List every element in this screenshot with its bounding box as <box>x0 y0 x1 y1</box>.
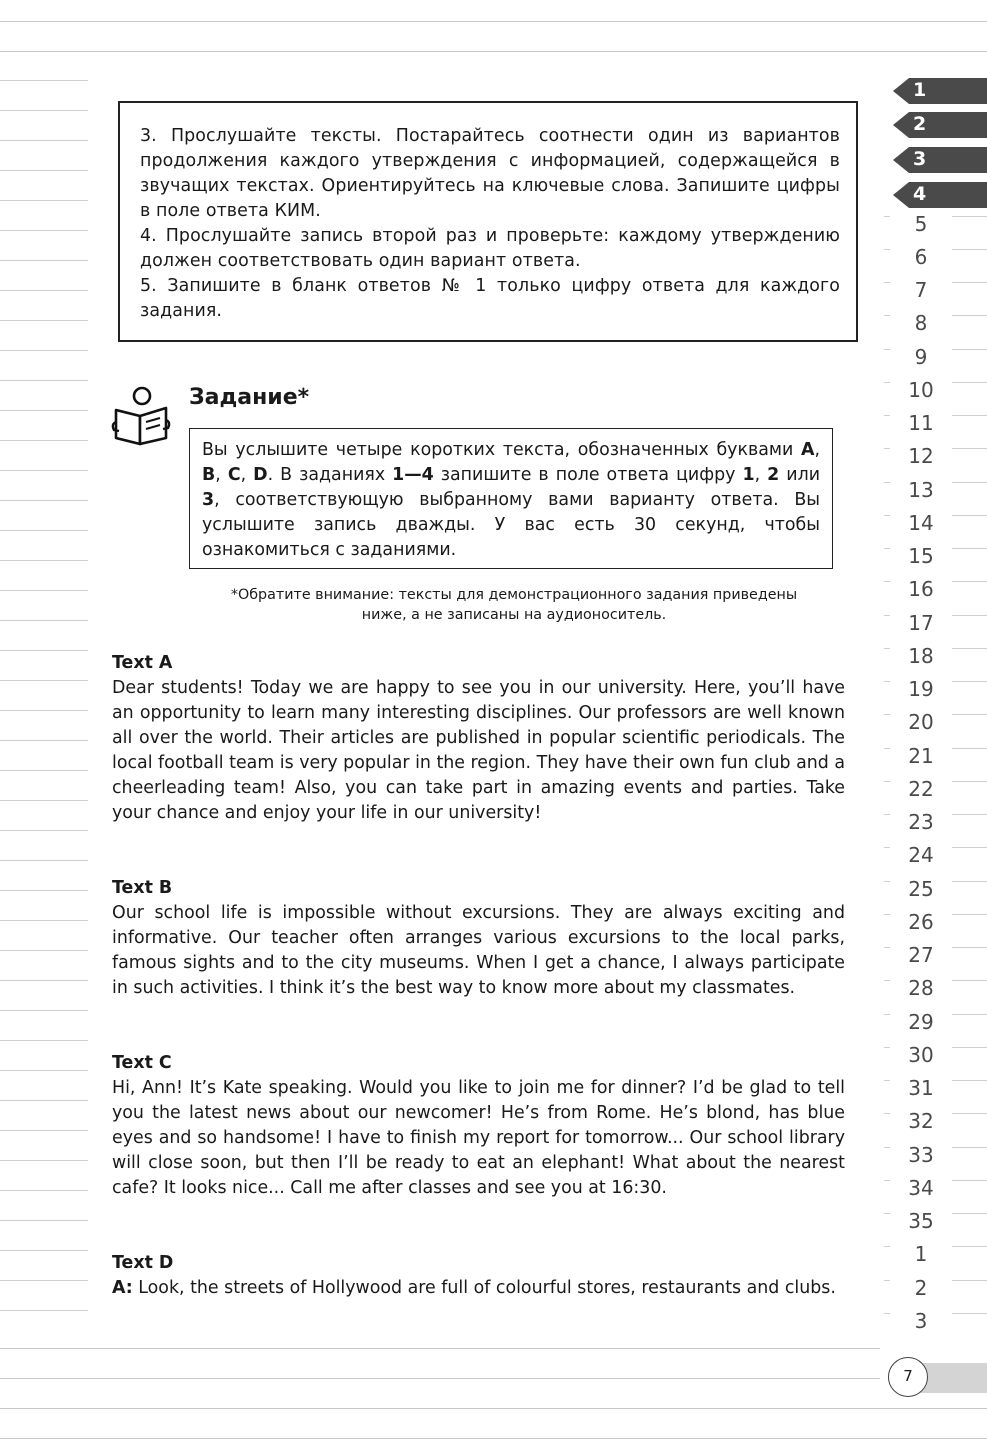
nav-number[interactable]: 25 <box>890 876 952 902</box>
nav-number[interactable]: 12 <box>890 443 952 469</box>
nav-tab[interactable]: 4 <box>893 182 987 208</box>
nav-tab[interactable]: 2 <box>893 112 987 138</box>
nav-number[interactable]: 22 <box>890 776 952 802</box>
text-b-title: Text B <box>112 878 173 898</box>
nav-number[interactable]: 19 <box>890 676 952 702</box>
page-number: 7 <box>888 1357 928 1397</box>
nav-number[interactable]: 11 <box>890 410 952 436</box>
bottom-rule <box>0 1408 987 1409</box>
nav-number[interactable]: 33 <box>890 1142 952 1168</box>
nav-number[interactable]: 13 <box>890 477 952 503</box>
tab-arrow-icon <box>893 147 987 173</box>
top-rule <box>0 21 987 22</box>
nav-number[interactable]: 27 <box>890 942 952 968</box>
task-description-box <box>189 428 833 569</box>
nav-number[interactable]: 21 <box>890 743 952 769</box>
bottom-rule <box>0 1348 880 1349</box>
nav-number[interactable]: 26 <box>890 909 952 935</box>
nav-number[interactable]: 35 <box>890 1208 952 1234</box>
nav-number[interactable]: 5 <box>890 211 952 237</box>
text-d-title: Text D <box>112 1253 174 1273</box>
nav-number[interactable]: 32 <box>890 1108 952 1134</box>
tab-arrow-icon <box>893 78 987 104</box>
text-b-body: Our school life is impossible without excursions. They are always exciting and informative. Our teacher often arranges various excursions to the local parks, famous sights and to the city museums. When I get a chance, I always participate in such activities. I think it’s the best way to know more about my classmates. <box>112 903 845 998</box>
nav-number[interactable]: 17 <box>890 610 952 636</box>
text-d <box>112 1251 845 1301</box>
text-a-title: Text A <box>112 653 173 673</box>
nav-number[interactable]: 31 <box>890 1075 952 1101</box>
nav-number[interactable]: 10 <box>890 377 952 403</box>
nav-number[interactable]: 20 <box>890 709 952 735</box>
text-c-title: Text C <box>112 1053 172 1073</box>
text-c-body: Hi, Ann! It’s Kate speaking. Would you like to join me for dinner? I’d be glad to tell you the latest news about our newcomer! He’s from Rome. He’s blond, has blue eyes and so handsome! I have to finish my report for tomorrow... Our school library will close soon, but then I’ll be ready to eat an elephant! What about the nearest cafe? It looks nice... Call me after classes and see you at 16:30. <box>112 1078 845 1198</box>
instruction-4: 4. Прослушайте запись второй раз и проверьте: каждому утверждению должен соответствовать один вариант ответа. <box>140 226 840 271</box>
text-d-body: A: Look, the streets of Hollywood are full of colourful stores, restaurants and clubs. <box>112 1278 836 1298</box>
text-b <box>112 876 845 1001</box>
text-a-body: Dear students! Today we are happy to see you in our university. Here, you’ll have an opportunity to learn many interesting disciplines. Our professors are well known all over the world. Their articles are published in popular scientific periodicals. The local football team is very popular in the region. They have their own fun club and a cheerleading team! Also, you can take part in amazing events and parties. Take your chance and enjoy your life in our university! <box>112 678 845 823</box>
text-a <box>112 651 845 826</box>
nav-number[interactable]: 3 <box>890 1308 952 1334</box>
task-description: Вы услышите четыре коротких текста, обозначенных буквами A, B, C, D. В заданиях 1—4 запишите в поле ответа цифру 1, 2 или 3, соответствующую выбранному вами варианту ответа. Вы услышите запись дважды. У вас есть 30 секунд, чтобы ознакомиться с заданиями. <box>202 440 820 560</box>
footnote: *Обратите внимание: тексты для демонстрационного задания приведены ниже, а не записаны на аудионоситель. <box>230 587 798 623</box>
nav-number[interactable]: 29 <box>890 1009 952 1035</box>
nav-number[interactable]: 6 <box>890 244 952 270</box>
instructions-box <box>118 101 858 342</box>
nav-number[interactable]: 15 <box>890 543 952 569</box>
nav-number[interactable]: 2 <box>890 1275 952 1301</box>
nav-number[interactable]: 23 <box>890 809 952 835</box>
nav-number[interactable]: 7 <box>890 277 952 303</box>
bottom-rule <box>0 1438 987 1439</box>
nav-tab[interactable]: 1 <box>893 78 987 104</box>
instruction-5: 5. Запишите в бланк ответов № 1 только цифру ответа для каждого задания. <box>140 276 840 321</box>
instruction-3: 3. Прослушайте тексты. Постарайтесь соотнести один из вариантов продолжения каждого утверждения с информацией, содержащейся в звучащих текстах. Ориентируйтесь на ключевые слова. Запишите цифры в поле ответа КИМ. <box>140 126 840 221</box>
nav-number[interactable]: 9 <box>890 344 952 370</box>
tab-arrow-icon <box>893 112 987 138</box>
nav-number[interactable]: 8 <box>890 310 952 336</box>
nav-number[interactable]: 30 <box>890 1042 952 1068</box>
text-c <box>112 1051 845 1201</box>
task-title: Задание* <box>189 385 310 410</box>
bottom-rule <box>0 1378 880 1379</box>
nav-number[interactable]: 16 <box>890 576 952 602</box>
nav-number[interactable]: 24 <box>890 842 952 868</box>
reading-person-icon <box>110 386 172 448</box>
nav-number[interactable]: 34 <box>890 1175 952 1201</box>
nav-number[interactable]: 18 <box>890 643 952 669</box>
nav-number[interactable]: 1 <box>890 1241 952 1267</box>
nav-tab[interactable]: 3 <box>893 147 987 173</box>
nav-number[interactable]: 28 <box>890 975 952 1001</box>
nav-number[interactable]: 14 <box>890 510 952 536</box>
top-rule <box>0 51 987 52</box>
tab-arrow-icon <box>893 182 987 208</box>
